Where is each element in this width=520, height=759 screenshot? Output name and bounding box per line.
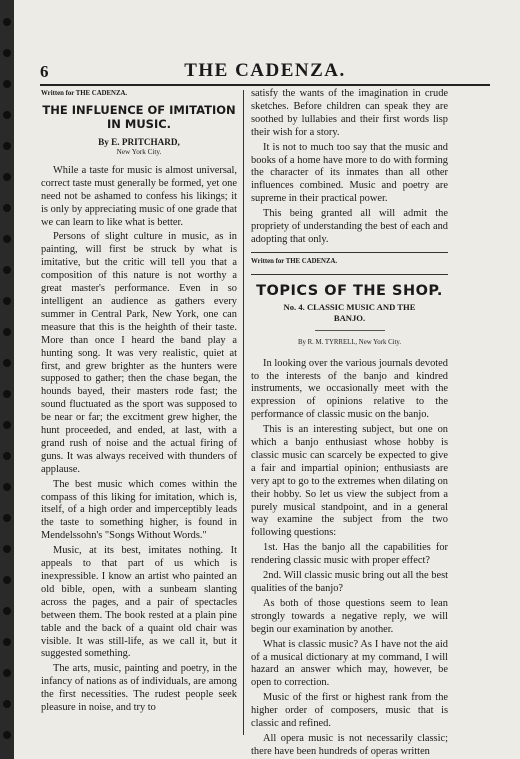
article-title-line-2: IN MUSIC. — [106, 116, 172, 131]
paragraph: This is an interesting subject, but one on which a banjo enthusiast whose hobby is classic music can scarcely be expected to give a fair and impartial opinion; enthusiasts are very apt to go to the extremes when dilating on their hobby. So let us view the subject from a purely musical standpoint, and in a general way examine the subject from the two following questions: — [251, 424, 448, 539]
article-subtitle-line-2: BANJO. — [333, 312, 366, 323]
binding-hole — [3, 111, 11, 119]
page-number: 6 — [40, 62, 49, 81]
paragraph: Persons of slight culture in music, as in painting, will first be struck by what is imitative, but the critic will tell you that a composition of this nature is not worthy a great master's performance. Even in so intelligent an audience as gathers every summer in Central Park, New York, one can measure that this is the heighth of their taste. More than once I heard the band play a hunting song. It was very realistic, quiet at first, and grew brighter as the hunters were supposed to gather; then the chase began, the hounds bayed, their masters rode fast; the sound fluctuated as the sport was supposed to be near or far; the excitment grew higher, the hunt proceeded, and ended, at last, with a grand rush of noise and the actual firing of guns. It was always received with thunders of applause. — [41, 231, 237, 475]
binding-hole — [3, 204, 11, 212]
column-divider — [243, 90, 244, 735]
binding-hole — [3, 173, 11, 181]
binding-hole — [3, 328, 11, 336]
paragraph: While a taste for music is almost universal, correct taste must generally be formed, yet one need not be ashamed to confess his likings; it is only by appreciating music of one grade that we can learn to like what is better. — [41, 164, 237, 228]
written-for-note: Written for THE CADENZA. — [41, 90, 128, 97]
author-location: New York City. — [116, 147, 162, 156]
author-byline: By E. PRITCHARD, — [98, 136, 180, 147]
binding-hole — [3, 18, 11, 26]
binding-hole — [3, 483, 11, 491]
binding-hole — [3, 514, 11, 522]
binding-hole — [3, 545, 11, 553]
paragraph: satisfy the wants of the imagination in crude sketches. Before children can speak they are soothed by lullabies and their first words lisp their wish for a story. — [251, 88, 448, 138]
binding-hole — [3, 359, 11, 367]
article-title: TOPICS OF THE SHOP. — [256, 282, 443, 299]
paragraph: Music of the first or highest rank from the higher order of composers, music that is classic and refined. — [251, 692, 448, 730]
paragraph: Music, at its best, imitates nothing. It appeals to that part of us which is inexpressible. I know an artist who painted an old bible, open, with a sunbeam slanting across the pages, and a pair of spectacles between them. The book rested at a plain pine table and the back of a quaint old chair was visible. It was still-life, as we call it, but it suggested something. — [41, 545, 237, 660]
article-subtitle — [251, 302, 448, 324]
binding-edge — [0, 0, 14, 759]
article-subtitle-line-1: No. 4. CLASSIC MUSIC AND THE — [283, 301, 416, 312]
paragraph: 1st. Has the banjo all the capabilities for rendering classic music with proper effect? — [251, 542, 448, 567]
paragraph: The arts, music, painting and poetry, in the infancy of nations as of individuals, are among the first necessities. The rudest people seek pleasure in noise, and try to — [41, 663, 237, 714]
binding-hole — [3, 297, 11, 305]
binding-hole — [3, 452, 11, 460]
paragraph: All opera music is not necessarily classic; there have been hundreds of operas written — [251, 732, 448, 757]
masthead: THE CADENZA. — [184, 60, 346, 81]
binding-hole — [3, 576, 11, 584]
header-rule — [40, 84, 490, 86]
binding-hole — [3, 49, 11, 57]
right-column — [251, 88, 448, 759]
page-header — [40, 62, 490, 84]
binding-hole — [3, 607, 11, 615]
binding-hole — [3, 638, 11, 646]
binding-hole — [3, 390, 11, 398]
binding-hole — [3, 669, 11, 677]
paragraph: As both of those questions seem to lean strongly towards a negative reply, we will begin our examination by another. — [251, 597, 448, 635]
title-rule — [315, 330, 385, 331]
binding-hole — [3, 142, 11, 150]
binding-hole — [3, 700, 11, 708]
article-separator — [251, 274, 448, 275]
binding-holes — [3, 0, 11, 759]
left-column — [41, 88, 237, 717]
binding-hole — [3, 731, 11, 739]
binding-hole — [3, 421, 11, 429]
binding-hole — [3, 80, 11, 88]
binding-hole — [3, 235, 11, 243]
paragraph: 2nd. Will classic music bring out all the best qualities of the banjo? — [251, 570, 448, 594]
written-for-note: Written for THE CADENZA. — [251, 257, 338, 265]
paragraph: In looking over the various journals devoted to the interests of the banjo and kindred instruments, we occasionally meet with the expression of opinions relative to the performance of classic music on the banjo. — [251, 357, 448, 421]
author-byline: By R. M. TYRRELL, New York City. — [297, 338, 402, 346]
article-title — [41, 103, 237, 131]
paragraph: What is classic music? As I have not the aid of a musical dictionary at my command, I will hazard an answer which may, however, be open to correction. — [251, 638, 448, 689]
paragraph: It is not to much too say that the music and books of a home have more to do with forming the character of its inmates than all other influences combined. Music and poetry are supreme in their practical power. — [251, 141, 448, 205]
paragraph: This being granted all will admit the propriety of understanding the best of each and adopting that only. — [251, 208, 448, 245]
paragraph: The best music which comes within the compass of this liking for imitation, which is, itself, of a high order and imperceptibly leads the taste to something higher, is found in Mendelssohn's "Songs Without Words." — [41, 478, 237, 542]
article-title-line-1: THE INFLUENCE OF IMITATION — [42, 102, 236, 117]
article-separator — [251, 252, 448, 253]
binding-hole — [3, 266, 11, 274]
